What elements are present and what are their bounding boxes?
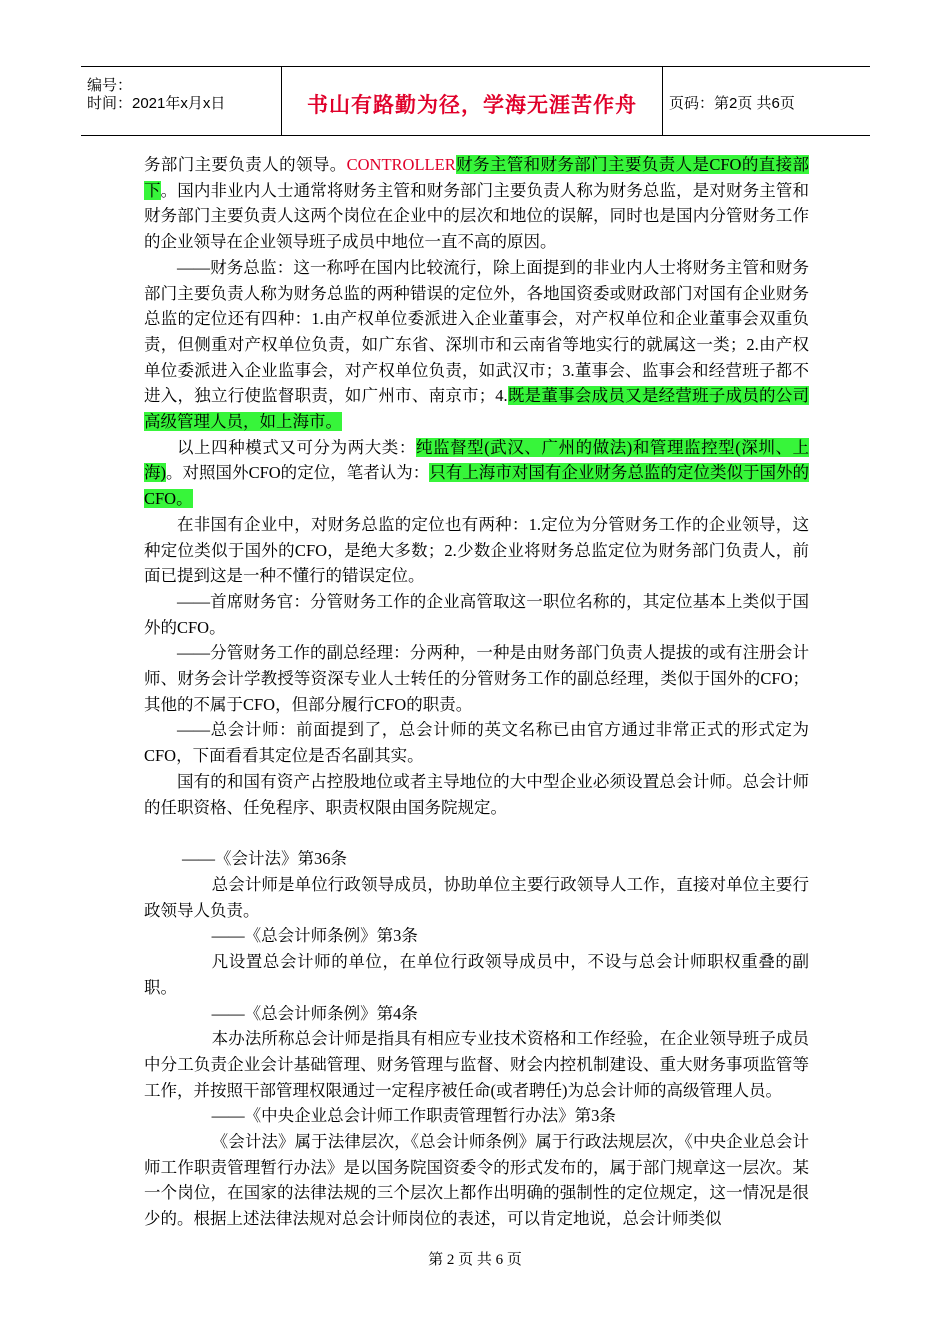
header-page-cell	[663, 67, 870, 135]
paragraph	[144, 152, 809, 255]
quote-paragraph: 本办法所称总会计师是指具有相应专业技术资格和工作经验，在企业领导班子成员中分工负责企业会计基础管理、财务管理与监督、财会内控机制建设、重大财务事项监管等工作，并按照干部管理权限通过一定程序被任命(或者聘任)为总会计师的高级管理人员。	[144, 1029, 809, 1100]
paragraph: ——首席财务官：分管财务工作的企业高管取这一职位名称的，其定位基本上类似于国外的CFO。	[144, 591, 809, 637]
highlighted-text: 纯监督型(武汉、广州的做法)和管理监控型(深圳、上海)	[144, 437, 810, 483]
highlighted-text: 财务主管和财务部门主要负责人是CFO的直接部下	[144, 155, 810, 200]
highlighted-text: 既是董事会成员又是经营班子成员的公司高级管理人员，如上海市。	[144, 386, 810, 432]
paragraph	[144, 435, 809, 512]
document-body	[144, 152, 809, 1232]
quote-paragraph: 凡设置总会计师的单位，在单位行政领导成员中，不设与总会计师职权重叠的副职。	[144, 952, 809, 997]
text-run: ——财务总监：这一称呼在国内比较流行，除上面提到的非业内人士将财务主管和财务部门主要负责人称为财务总监的两种错误的定位外，各地国资委或财政部门对国有企业财务总监的定位还有四种：1.由产权单位委派进入企业董事会，对产权单位和企业董事会双重负责，但侧重对产权单位负责，如广东省、深圳市和云南省等地实行的就属这一类；2.由产权单位委派进入企业监事会，对产权单位负责，如武汉市；3.董事会、监事会和经营班子都不进入，独立行使监督职责，如广州市、南京市；4.	[144, 257, 809, 406]
citation: ——《总会计师条例》第4条	[211, 1003, 418, 1023]
header-meta-cell	[81, 67, 282, 135]
quote-paragraph: 总会计师是单位行政领导成员，协助单位主要行政领导人工作，直接对单位主要行政领导人负责。	[144, 874, 809, 920]
document-number-label: 编号：	[87, 77, 133, 94]
document-date-label: 时间：2021年x月x日	[87, 95, 226, 112]
text-run: 。对照国外CFO的定位，笔者认为：	[166, 463, 430, 483]
paragraph: ——总会计师：前面提到了，总会计师的英文名称已由官方通过非常正式的形式定为CFO，下面看看其定位是否名副其实。	[144, 720, 809, 766]
citation: ——《中央企业总会计师工作职责管理暂行办法》第3条	[211, 1106, 616, 1126]
controller-term: CONTROLLER	[346, 155, 456, 174]
paragraph: 在非国有企业中，对财务总监的定位也有两种：1.定位为分管财务工作的企业领导，这种定位类似于国外的CFO，是绝大多数；2.少数企业将财务总监定位为财务部门负责人，前面已提到这是一种不懂行的错误定位。	[144, 514, 809, 586]
citation: ——《总会计师条例》第3条	[211, 926, 418, 946]
spacer	[144, 820, 809, 846]
citation: ——《会计法》第36条	[181, 849, 347, 869]
paragraph: 《会计法》属于法律层次，《总会计师条例》属于行政法规层次，《中央企业总会计师工作职责管理暂行办法》是以国务院国资委令的形式发布的，属于部门规章这一层次。某一个岗位，在国家的法律法规的三个层次上都作出明确的强制性的定位规定，这一情况是很少的。根据上述法律法规对总会计师岗位的表述，可以肯定地说，总会计师类似	[144, 1132, 809, 1229]
header-motto: 书山有路勤为径，学海无涯苦作舟	[307, 93, 637, 117]
text-run: 以上四种模式又可分为两大类：	[177, 437, 416, 457]
paragraph	[144, 255, 809, 435]
page-footer: 第 2 页 共 6 页	[428, 1252, 522, 1268]
page-header	[81, 66, 870, 136]
header-motto-cell	[282, 67, 663, 135]
highlighted-text: 只有上海市对国有企业财务总监的定位类似于国外的CFO。	[144, 463, 810, 509]
header-page-label: 页码：第2页 共6页	[669, 95, 795, 112]
paragraph: 国有的和国有资产占控股地位或者主导地位的大中型企业必须设置总会计师。总会计师的任职资格、任免程序、职责权限由国务院规定。	[144, 771, 809, 817]
text-run: 。国内非业内人士通常将财务主管和财务部门主要负责人称为财务总监，是对财务主管和财务部门主要负责人这两个岗位在企业中的层次和地位的误解，同时也是国内分管财务工作的企业领导在企业领导班子成员中地位一直不高的原因。	[144, 180, 810, 252]
paragraph: ——分管财务工作的副总经理：分两种，一种是由财务部门负责人提拔的或有注册会计师、财务会计学教授等资深专业人士转任的分管财务工作的副总经理，类似于国外的CFO；其他的不属于CFO，但部分履行CFO的职责。	[144, 643, 809, 714]
text-run: 务部门主要负责人的领导。	[144, 155, 347, 174]
